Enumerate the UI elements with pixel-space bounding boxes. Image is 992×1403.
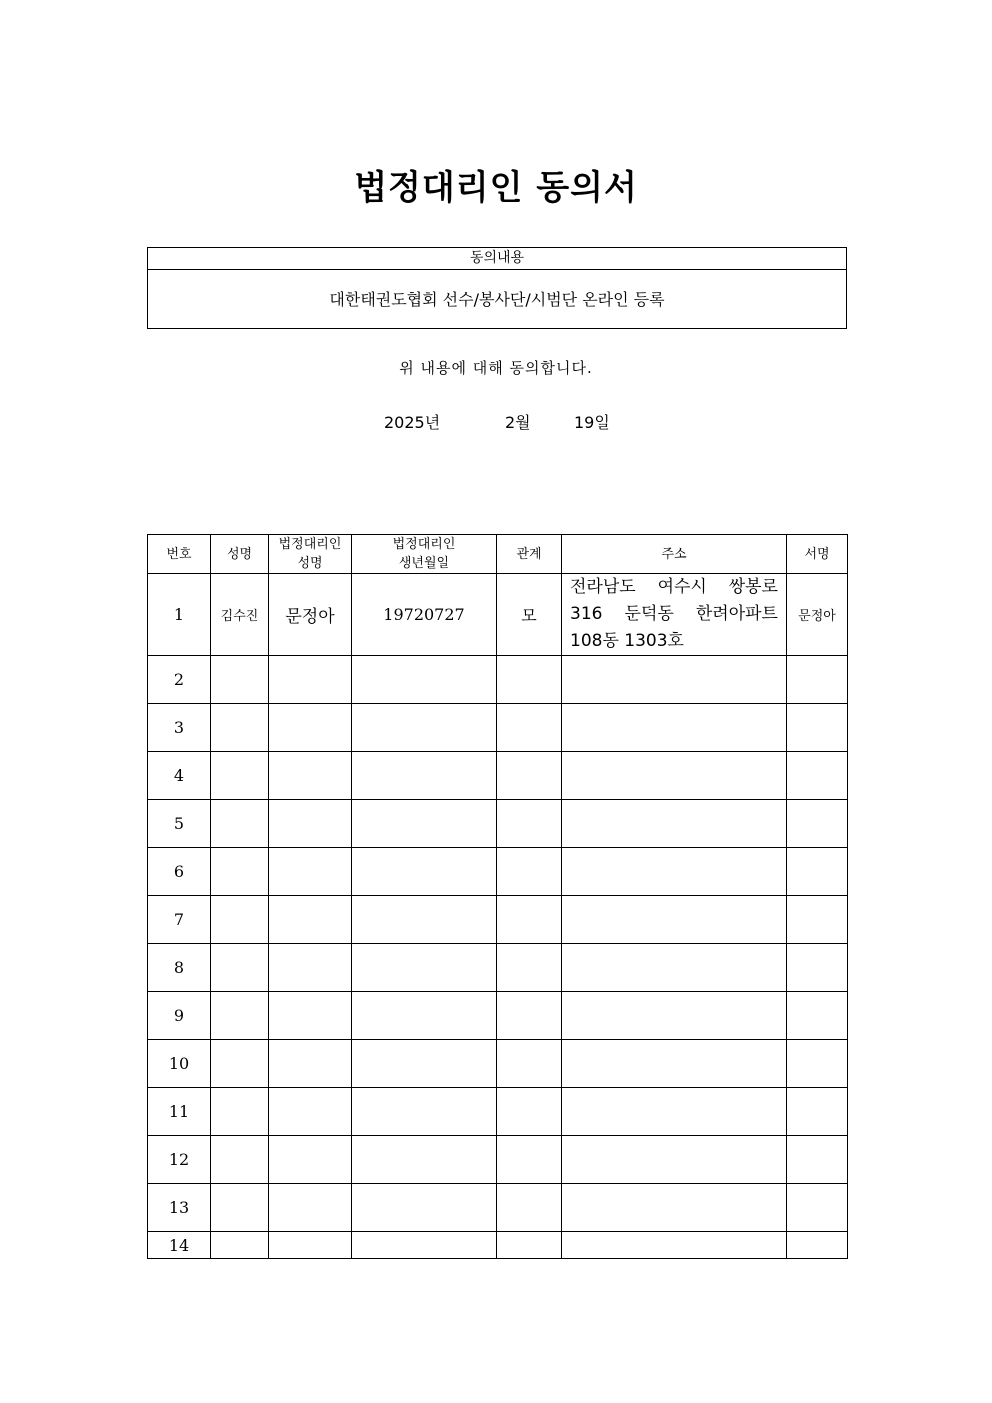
row-no: 9 — [148, 992, 211, 1040]
row-guardian-name[interactable] — [269, 1232, 352, 1259]
row-relation[interactable] — [497, 656, 562, 704]
row-signature: 문정아 — [787, 574, 848, 656]
table-row — [148, 1184, 848, 1232]
table-row — [148, 800, 848, 848]
row-guardian-name[interactable] — [269, 1088, 352, 1136]
table-row — [148, 1088, 848, 1136]
row-relation[interactable] — [497, 1136, 562, 1184]
row-guardian-name[interactable] — [269, 704, 352, 752]
row-name[interactable] — [211, 944, 269, 992]
table-row — [148, 896, 848, 944]
table-header-row — [148, 535, 848, 574]
registration-table — [147, 534, 848, 1259]
row-signature[interactable] — [787, 992, 848, 1040]
row-no: 11 — [148, 1088, 211, 1136]
consent-content: 대한태권도협회 선수/봉사단/시범단 온라인 등록 — [329, 290, 665, 309]
row-relation[interactable] — [497, 992, 562, 1040]
row-address[interactable] — [562, 896, 787, 944]
row-address[interactable] — [562, 800, 787, 848]
table-row — [148, 944, 848, 992]
address-line-2 — [570, 601, 778, 628]
row-guardian-name[interactable] — [269, 1184, 352, 1232]
row-name[interactable] — [211, 752, 269, 800]
row-guardian-birth[interactable] — [352, 1184, 497, 1232]
row-relation[interactable] — [497, 800, 562, 848]
row-address[interactable] — [562, 1232, 787, 1259]
row-guardian-birth[interactable] — [352, 944, 497, 992]
row-name[interactable] — [211, 800, 269, 848]
row-name[interactable] — [211, 1088, 269, 1136]
table-row — [148, 574, 848, 656]
header-signature: 서명 — [787, 535, 848, 574]
row-signature[interactable] — [787, 704, 848, 752]
row-guardian-birth[interactable] — [352, 992, 497, 1040]
table-row — [148, 656, 848, 704]
row-guardian-birth[interactable] — [352, 1232, 497, 1259]
table-row — [148, 992, 848, 1040]
row-signature[interactable] — [787, 1040, 848, 1088]
row-address — [562, 574, 787, 656]
table-row — [148, 704, 848, 752]
row-no: 1 — [148, 574, 211, 656]
row-guardian-birth[interactable] — [352, 896, 497, 944]
row-guardian-birth[interactable] — [352, 1136, 497, 1184]
row-guardian-birth[interactable] — [352, 656, 497, 704]
table-row — [148, 1136, 848, 1184]
row-relation[interactable] — [497, 1088, 562, 1136]
row-name: 김수진 — [211, 574, 269, 656]
table-row — [148, 1232, 848, 1259]
date-year: 2025년 — [384, 413, 441, 432]
row-address[interactable] — [562, 848, 787, 896]
consent-header: 동의내용 — [148, 248, 846, 270]
address-word: 전라남도 — [570, 577, 636, 597]
header-guardian-name — [269, 535, 352, 574]
row-guardian-name[interactable] — [269, 800, 352, 848]
row-relation[interactable] — [497, 944, 562, 992]
row-guardian-name[interactable] — [269, 848, 352, 896]
row-relation[interactable] — [497, 1232, 562, 1259]
row-guardian-birth: 19720727 — [352, 574, 497, 656]
row-address[interactable] — [562, 944, 787, 992]
address-word: 316 — [570, 604, 603, 624]
table-row — [148, 1040, 848, 1088]
row-guardian-name[interactable] — [269, 896, 352, 944]
address-line-1 — [570, 574, 778, 601]
row-name[interactable] — [211, 704, 269, 752]
document-title: 법정대리인 동의서 — [354, 168, 638, 208]
row-signature[interactable] — [787, 896, 848, 944]
row-name[interactable] — [211, 656, 269, 704]
row-guardian-name[interactable] — [269, 944, 352, 992]
address-word: 쌍봉로 — [728, 577, 778, 597]
row-address[interactable] — [562, 1136, 787, 1184]
row-guardian-name[interactable] — [269, 1136, 352, 1184]
row-no: 14 — [148, 1232, 211, 1259]
row-address[interactable] — [562, 1184, 787, 1232]
row-no: 2 — [148, 656, 211, 704]
row-guardian-name[interactable] — [269, 992, 352, 1040]
row-name[interactable] — [211, 992, 269, 1040]
row-signature[interactable] — [787, 1088, 848, 1136]
header-name: 성명 — [211, 535, 269, 574]
row-no: 10 — [148, 1040, 211, 1088]
row-no: 3 — [148, 704, 211, 752]
address-word: 한려아파트 — [695, 604, 778, 624]
row-address[interactable] — [562, 992, 787, 1040]
row-address[interactable] — [562, 1088, 787, 1136]
header-guardian-name-line1: 법정대리인 — [278, 537, 342, 552]
header-guardian-birth-line1: 법정대리인 — [392, 537, 456, 552]
row-relation[interactable] — [497, 752, 562, 800]
row-signature[interactable] — [787, 1136, 848, 1184]
row-name[interactable] — [211, 848, 269, 896]
row-relation[interactable] — [497, 1040, 562, 1088]
row-no: 13 — [148, 1184, 211, 1232]
row-guardian-birth[interactable] — [352, 1088, 497, 1136]
row-no: 4 — [148, 752, 211, 800]
row-name[interactable] — [211, 1184, 269, 1232]
row-guardian-name[interactable] — [269, 656, 352, 704]
table-row — [148, 752, 848, 800]
header-guardian-birth-line2: 생년월일 — [398, 556, 450, 571]
row-signature[interactable] — [787, 1184, 848, 1232]
row-relation[interactable] — [497, 1184, 562, 1232]
header-relation: 관계 — [497, 535, 562, 574]
row-guardian-birth[interactable] — [352, 704, 497, 752]
row-signature[interactable] — [787, 944, 848, 992]
row-guardian-name: 문정아 — [269, 574, 352, 656]
row-guardian-name[interactable] — [269, 752, 352, 800]
row-name[interactable] — [211, 1136, 269, 1184]
row-no: 6 — [148, 848, 211, 896]
row-relation[interactable] — [497, 704, 562, 752]
header-guardian-name-line2: 성명 — [297, 556, 323, 571]
header-no: 번호 — [148, 535, 211, 574]
row-name[interactable] — [211, 1040, 269, 1088]
row-address[interactable] — [562, 656, 787, 704]
row-no: 7 — [148, 896, 211, 944]
row-guardian-name[interactable] — [269, 1040, 352, 1088]
row-relation[interactable] — [497, 848, 562, 896]
header-address: 주소 — [562, 535, 787, 574]
row-signature[interactable] — [787, 656, 848, 704]
row-signature[interactable] — [787, 848, 848, 896]
consent-box — [147, 247, 847, 329]
address-word: 둔덕동 — [624, 604, 674, 624]
row-guardian-birth[interactable] — [352, 1040, 497, 1088]
row-guardian-birth[interactable] — [352, 752, 497, 800]
row-no: 12 — [148, 1136, 211, 1184]
row-signature[interactable] — [787, 752, 848, 800]
row-address[interactable] — [562, 1040, 787, 1088]
header-guardian-birth — [352, 535, 497, 574]
row-guardian-birth[interactable] — [352, 848, 497, 896]
row-signature[interactable] — [787, 800, 848, 848]
date-month: 2월 — [505, 413, 531, 432]
row-relation: 모 — [497, 574, 562, 656]
row-address[interactable] — [562, 704, 787, 752]
row-no: 8 — [148, 944, 211, 992]
row-guardian-birth[interactable] — [352, 800, 497, 848]
row-name[interactable] — [211, 896, 269, 944]
row-signature[interactable] — [787, 1232, 848, 1259]
address-line-3: 108동 1303호 — [570, 631, 684, 651]
date-day: 19일 — [574, 413, 610, 432]
row-name[interactable] — [211, 1232, 269, 1259]
row-address[interactable] — [562, 752, 787, 800]
agree-statement: 위 내용에 대해 동의합니다. — [399, 359, 593, 377]
row-no: 5 — [148, 800, 211, 848]
table-row — [148, 848, 848, 896]
address-word: 여수시 — [657, 577, 707, 597]
row-relation[interactable] — [497, 896, 562, 944]
